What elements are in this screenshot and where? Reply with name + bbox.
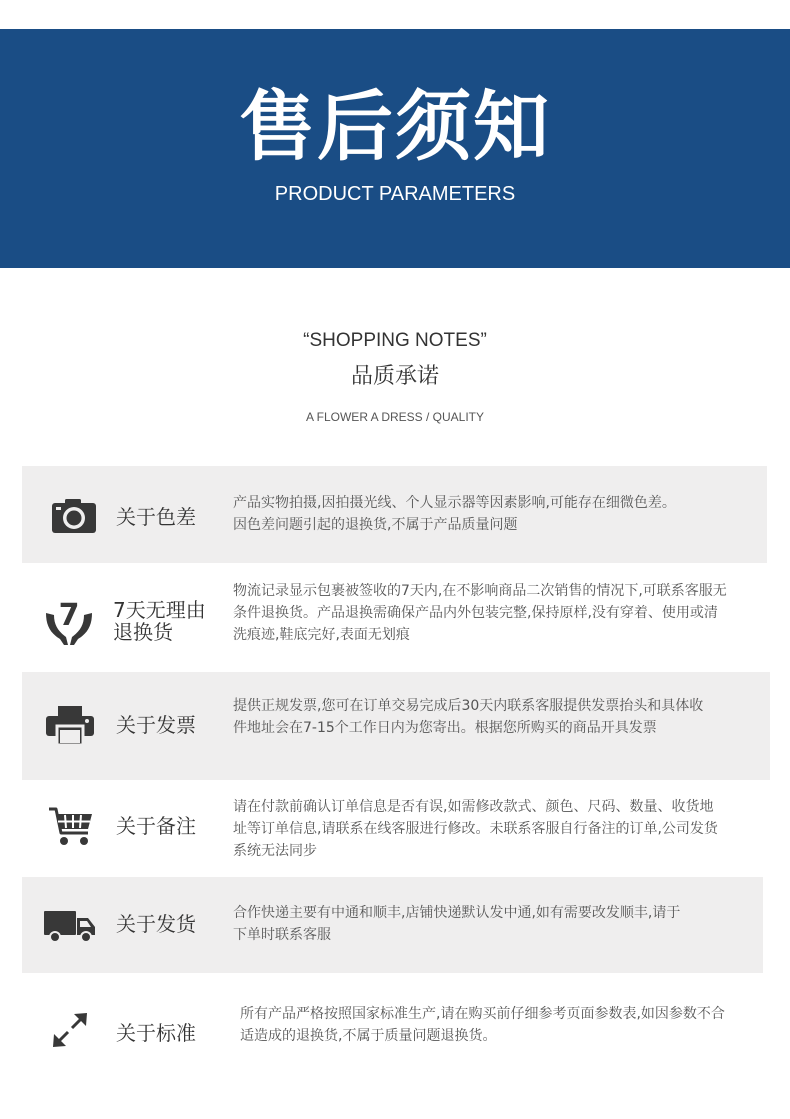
notice-text-invoice xyxy=(233,695,703,739)
notice-row-standards xyxy=(22,973,767,1083)
notice-text-standards xyxy=(240,1003,725,1047)
notice-line: 址等订单信息,请联系在线客服进行修改。未联系客服自行备注的订单,公司发货 xyxy=(233,821,718,837)
notice-text-remarks xyxy=(233,796,718,862)
seven-day-return-icon xyxy=(44,595,94,651)
notice-line: 产品实物拍摄,因拍摄光线、个人显示器等因素影响,可能存在细微色差。 xyxy=(233,495,676,511)
notice-line: 系统无法同步 xyxy=(233,843,317,859)
page-subtitle: PRODUCT PARAMETERS xyxy=(274,183,516,205)
shopping-notes-heading: “SHOPPING NOTES” xyxy=(303,330,487,351)
notice-title-standards: 关于标准 xyxy=(116,1021,196,1045)
shopping-cart-icon xyxy=(48,807,94,851)
delivery-truck-icon xyxy=(44,909,96,947)
quality-promise-heading: 品质承诺 xyxy=(350,364,439,389)
quality-tagline: A FLOWER A DRESS / QUALITY xyxy=(305,410,485,424)
notice-title-shipping: 关于发货 xyxy=(116,912,196,936)
notice-title-return xyxy=(113,599,206,643)
printer-icon xyxy=(46,706,94,750)
notice-title-remarks: 关于备注 xyxy=(116,814,196,838)
notice-row-remarks xyxy=(22,780,767,877)
notice-title-invoice: 关于发票 xyxy=(116,713,196,737)
notice-line: 所有产品严格按照国家标准生产,请在购买前仔细参考页面参数表,如因参数不合 xyxy=(240,1006,725,1022)
notice-row-return xyxy=(22,563,767,672)
notice-line: 合作快递主要有中通和顺丰,店铺快递默认发中通,如有需要改发顺丰,请于 xyxy=(233,905,681,921)
page-title: 售后须知 xyxy=(239,82,551,171)
expand-arrows-icon xyxy=(51,1011,89,1053)
notice-row-shipping xyxy=(22,877,763,973)
notice-text-shipping xyxy=(233,902,680,946)
notice-text-color xyxy=(233,492,676,536)
notice-line: 请在付款前确认订单信息是否有误,如需修改款式、颜色、尺码、数量、收货地 xyxy=(233,799,714,815)
notice-title-color: 关于色差 xyxy=(116,505,196,529)
notice-line: 件地址会在7-15个工作日内为您寄出。根据您所购买的商品开具发票 xyxy=(233,720,657,736)
camera-icon xyxy=(52,498,96,538)
notice-line: 洗痕迹,鞋底完好,表面无划痕 xyxy=(233,627,410,643)
notice-line: 物流记录显示包裹被签收的7天内,在不影响商品二次销售的情况下,可联系客服无 xyxy=(233,583,727,599)
notice-row-color xyxy=(22,466,767,563)
notice-text-return xyxy=(233,580,727,646)
notice-line: 下单时联系客服 xyxy=(233,927,331,943)
notice-line: 提供正规发票,您可在订单交易完成后30天内联系客服提供发票抬头和具体收 xyxy=(233,698,704,714)
notice-row-invoice xyxy=(22,672,770,780)
notice-title-line: 退换货 xyxy=(113,620,173,644)
notice-line: 因色差问题引起的退换货,不属于产品质量问题 xyxy=(233,517,518,533)
seven-day-return-icon-number: 7 xyxy=(58,598,80,633)
notice-line: 适造成的退换货,不属于质量问题退换货。 xyxy=(240,1028,497,1044)
notice-title-line: 7天无理由 xyxy=(113,598,206,622)
notice-line: 条件退换货。产品退换需确保产品内外包装完整,保持原样,没有穿着、使用或清 xyxy=(233,605,718,621)
